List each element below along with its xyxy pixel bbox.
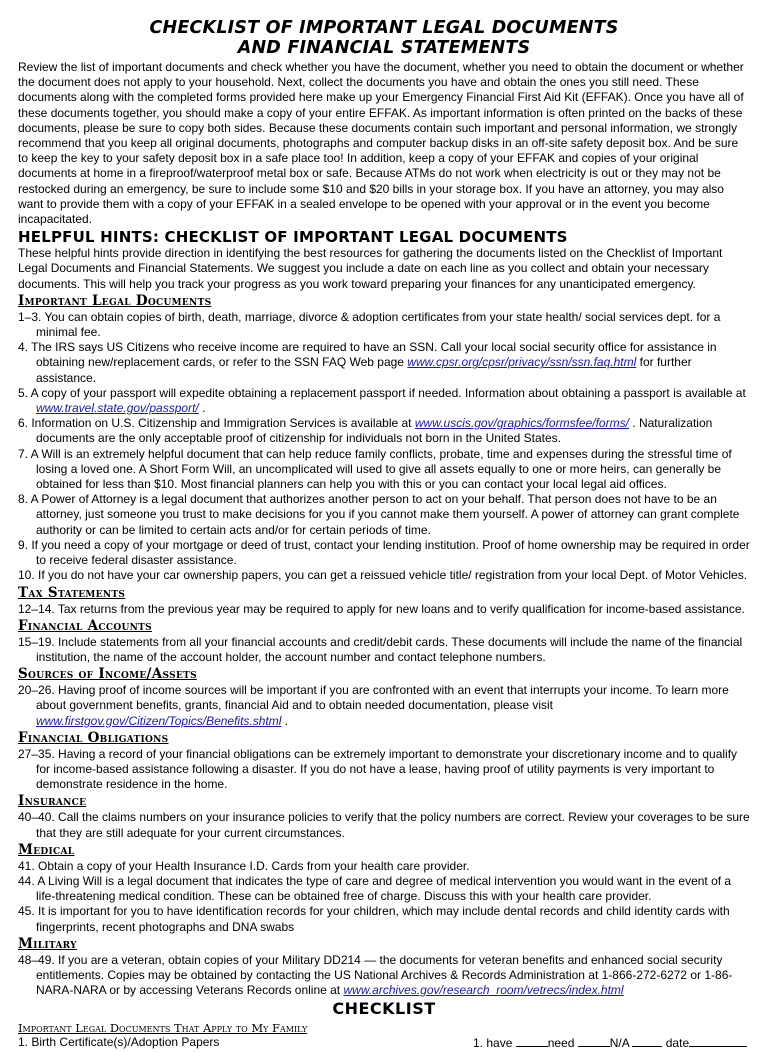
tax-item-1: 12–14. Tax returns from the previous year may be required to apply for new loans and to verify qualification for income-based assistance. [18, 601, 745, 616]
legal-item-7: 7. A Will is an extremely helpful document that can help reduce family conflicts, probate, time and expenses during the stressful time of losing a loved one. A Short Form Will, an uncomplicated will used to give all assets equally to one or more heirs, can generally be obtained for less than $10. Most financial planners can help you with this or you can contact your local legal aid offices. [18, 446, 732, 492]
legal-item-5-tail: . [198, 401, 206, 416]
accounts-item-1: 15–19. Include statements from all your financial accounts and credit/debit cards. These documents will include the name of the financial institution, the name of the account holder, the account number and contact telephone numbers. [18, 634, 743, 664]
benefits-link[interactable]: www.firstgov.gov/Citizen/Topics/Benefits.shtml [36, 713, 282, 728]
document-title [18, 18, 750, 58]
document-page [18, 18, 750, 1051]
legal-item-5 [18, 386, 750, 416]
legal-item-5-text: 5. A copy of your passport will expedite obtaining a replacement passport if needed. Information about obtaining a passport is available at [18, 385, 746, 400]
military-item-1-text: 48–49. If you are a veteran, obtain copies of your Military DD214 — the documents for veteran benefits and enhanced social security entitlements. Copies may be obtained by contacting the US National Archives & Records Administration at 1-866-272-6272 or 1-86-NARA-NARA or by accessing Veterans Records online at [18, 952, 733, 998]
date-label: date [662, 1036, 690, 1051]
checklist-row-birth [18, 1035, 750, 1051]
vetrecs-link[interactable]: www.archives.gov/research_room/vetrecs/index.html [343, 983, 624, 998]
legal-item-6-text: 6. Information on U.S. Citizenship and Immigration Services is available at [18, 416, 415, 431]
section-income-heading: Sources of Income/Assets [18, 666, 197, 683]
title-line-2: AND FINANCIAL STATEMENTS [237, 38, 531, 58]
military-item-1 [18, 953, 750, 999]
ssn-faq-link[interactable]: www.cpsr.org/cpsr/privacy/ssn/ssn.faq.html [407, 355, 637, 370]
legal-item-8: 8. A Power of Attorney is a legal document that authorizes another person to act on your behalf. That person does not have to be an attorney, just someone you trust to make decisions for you if you cannot make them yourself. A power of attorney can grant complete authority or can be limited to certain acts and/or for certain periods of time. [18, 492, 740, 537]
income-item-1-text: 20–26. Having proof of income sources will be important if you are confronted with an event that interrupts your income. To learn more about government benefits, grants, financial Aid and to obtain needed documentation, please visit [18, 683, 729, 713]
checklist-row-label: 1. Birth Certificate(s)/Adoption Papers [18, 1035, 220, 1050]
section-accounts-heading: Financial Accounts [18, 617, 152, 634]
obligations-item-1: 27–35. Having a record of your financial obligations can be extremely important to demonstrate your discretionary income and to qualify for income-based assistance following a disaster. If you do not have a lease, having proof of utility payments is very important to demonstrate residence in the home. [18, 746, 738, 792]
need-label: need [547, 1036, 578, 1051]
legal-item-1: 1–3. You can obtain copies of birth, death, marriage, divorce & adoption certificates from your state health/ social services dept. for a minimal fee. [18, 309, 721, 340]
section-obligations-heading: Financial Obligations [18, 729, 169, 746]
legal-item-4-text: 4. The IRS says US Citizens who receive income are required to have an SSN. Call your local social security office for assistance in obtaining new/replacement cards, or refer to the SSN FAQ Web page [18, 340, 717, 370]
insurance-item-1: 40–40. Call the claims numbers on your insurance policies to verify that the policy numbers are correct. Review your coverages to be sure that they are still adequate for your current circumstances. [18, 810, 750, 840]
legal-item-9: 9. If you need a copy of your mortgage or deed of trust, contact your lending institution. Proof of home ownership may be required in order to receive federal disaster assistance. [18, 537, 750, 568]
na-blank[interactable] [632, 1035, 662, 1047]
intro-paragraph: Review the list of important documents and check whether you have the document, whether you need to obtain the document or whether the document does not apply to your household. Next, collect the documents you have and obtain the ones you still need. These documents along with the completed forms provided here make up your Emergency Financial First Aid Kit (EFFAK). Once you have all of these documents together, you should make a copy of your entire EFFAK. As important information is often printed on the backs of these documents, please be sure to copy both sides. Because these documents contain such important and personal information, we strongly recommend that you keep all original documents, photographs and computer backup disks in an off-site safety deposit box. And be sure to keep the key to your safety deposit box in a safe place too! In addition, keep a copy of your EFFAK and copies of your original documents at home in a fireproof/waterproof metal box or safe. Because ATMs do not work when electricity is out or they may not be restocked during an emergency, be sure to include some $10 and $20 bills in your storage box. If you have an attorney, you may also want to provide them with a copy of your EFFAK in a sealed envelope to be opened with your approval or in the event you become incapacitated. [18, 60, 744, 227]
medical-item-3: 45. It is important for you to have identification records for your children, which may include dental records and child identity cards with fingerprints, recent photographs and DNA swabs [18, 904, 730, 934]
income-item-1-tail: . [281, 713, 289, 728]
legal-item-6 [18, 416, 750, 446]
uscis-link[interactable]: www.uscis.gov/graphics/formsfee/forms/ [414, 416, 629, 431]
date-blank[interactable] [689, 1035, 747, 1047]
have-label: 1. have [473, 1036, 516, 1051]
passport-link[interactable]: www.travel.state.gov/passport/ [36, 401, 199, 416]
helpful-hints-heading: HELPFUL HINTS: CHECKLIST OF IMPORTANT LEGAL DOCUMENTS [18, 228, 568, 247]
section-military-heading: Military [18, 935, 77, 952]
legal-item-6-tail: . Naturalization documents are the only acceptable proof of citizenship for individuals not born in the United States. [36, 416, 713, 446]
checklist-row-fields [473, 1035, 747, 1051]
medical-item-2: 44. A Living Will is a legal document that indicates the type of care and degree of medical intervention you would want in the event of a life-threatening medical condition. These can be obtained free of charge. Discuss this with your health care provider. [18, 873, 732, 904]
section-tax-heading: Tax Statements [18, 584, 126, 601]
section-insurance-heading: Insurance [18, 793, 87, 810]
legal-item-10: 10. If you do not have your car ownership papers, you can get a reissued vehicle title/ registration from your local Dept. of Motor Vehicles. [18, 568, 748, 583]
na-label: N/A [609, 1036, 633, 1051]
need-blank[interactable] [578, 1035, 610, 1047]
checklist-heading: CHECKLIST [332, 999, 436, 1019]
legal-item-4 [18, 340, 750, 386]
legal-item-4-tail: for further assistance. [36, 355, 692, 385]
medical-item-1: 41. Obtain a copy of your Health Insurance I.D. Cards from your health care provider. [18, 858, 470, 873]
helpful-hints-text: These helpful hints provide direction in identifying the best resources for gathering the documents listed on the Checklist of Important Legal Documents and Financial Statements. We suggest you include a date on each line as you collect and obtain your necessary documents. This will help you track your progress as you work toward preparing your finances for any unanticipated emergency. [18, 246, 723, 291]
title-line-1: CHECKLIST OF IMPORTANT LEGAL DOCUMENTS [149, 18, 619, 38]
have-blank[interactable] [516, 1035, 548, 1047]
income-item-1 [18, 683, 750, 729]
section-legal-heading: Important Legal Documents [18, 292, 212, 309]
section-medical-heading: Medical [18, 841, 75, 858]
checklist-subheading: Important Legal Documents That Apply to My Family [18, 1021, 308, 1036]
